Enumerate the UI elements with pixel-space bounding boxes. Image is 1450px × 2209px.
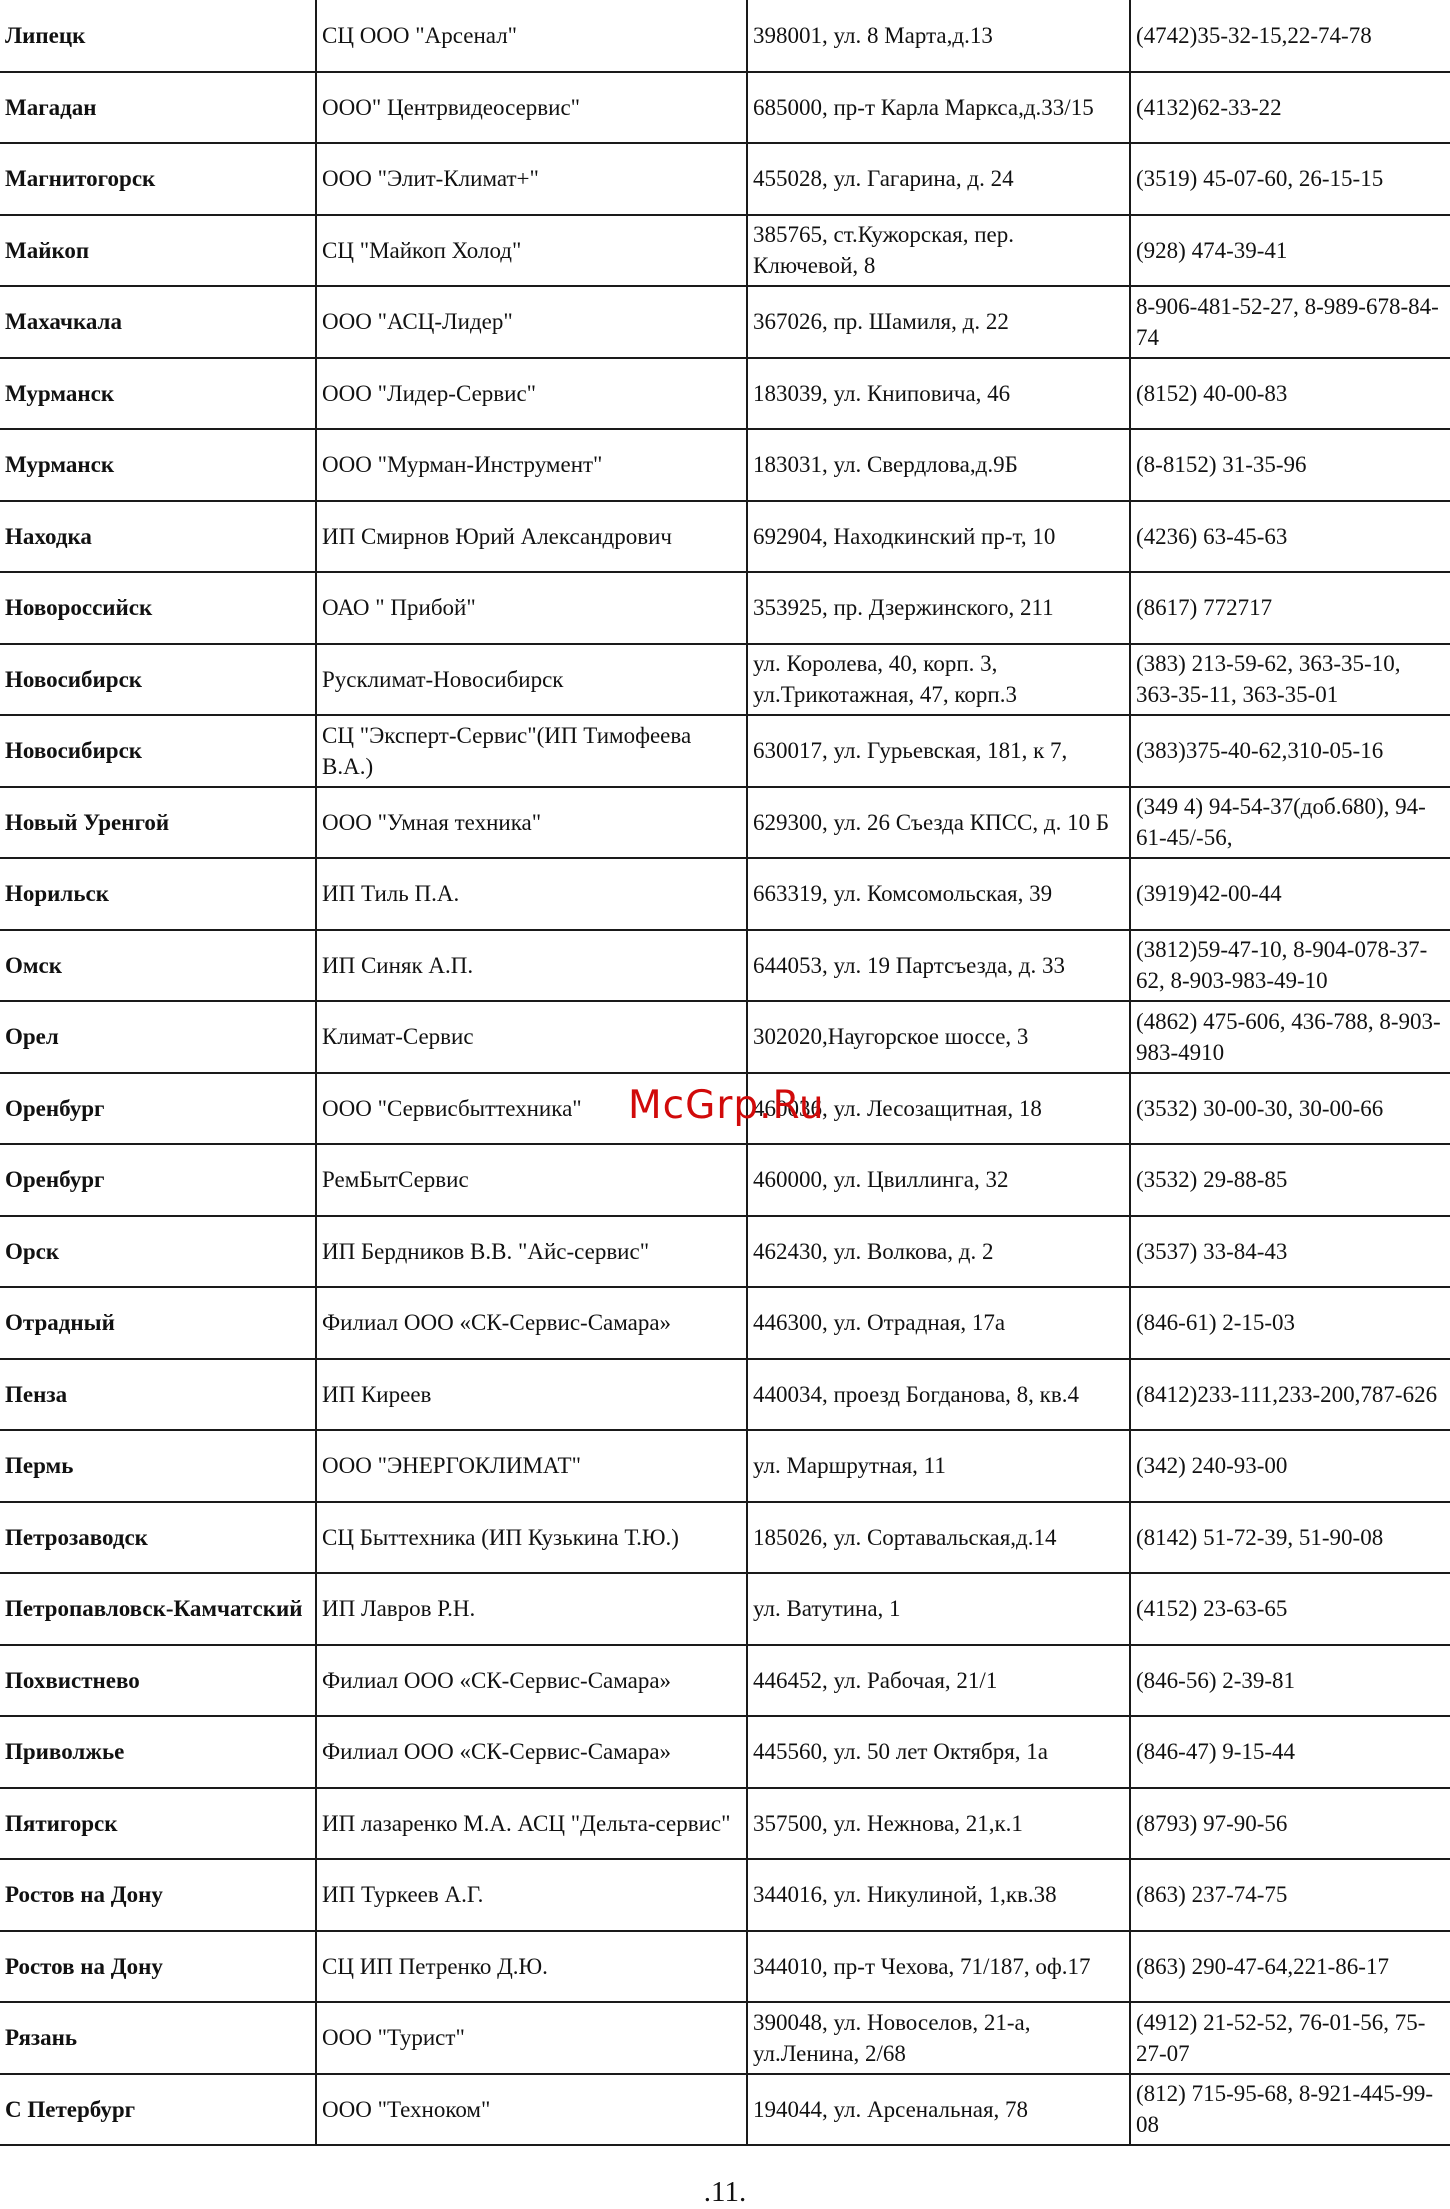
cell-company: ИП Лавров Р.Н. — [316, 1573, 747, 1645]
cell-phone: (846-56) 2-39-81 — [1130, 1645, 1450, 1717]
table-row — [0, 1073, 1450, 1145]
cell-address: 663319, ул. Комсомольская, 39 — [747, 858, 1130, 930]
cell-address: 440034, проезд Богданова, 8, кв.4 — [747, 1359, 1130, 1431]
table-row — [0, 429, 1450, 501]
table-row — [0, 1859, 1450, 1931]
table-row — [0, 858, 1450, 930]
cell-city: Находка — [0, 501, 316, 573]
table-row — [0, 358, 1450, 430]
table-row — [0, 715, 1450, 787]
cell-phone: (342) 240-93-00 — [1130, 1430, 1450, 1502]
cell-phone: (3537) 33-84-43 — [1130, 1216, 1450, 1288]
cell-company: ОАО " Прибой" — [316, 572, 747, 644]
cell-company: СЦ ИП Петренко Д.Ю. — [316, 1931, 747, 2003]
table-row — [0, 1645, 1450, 1717]
cell-company: ООО "Лидер-Сервис" — [316, 358, 747, 430]
cell-address: 398001, ул. 8 Марта,д.13 — [747, 0, 1130, 72]
table-row — [0, 143, 1450, 215]
cell-phone: (928) 474-39-41 — [1130, 215, 1450, 287]
cell-city: Отрадный — [0, 1287, 316, 1359]
cell-phone: (8142) 51-72-39, 51-90-08 — [1130, 1502, 1450, 1574]
table-row — [0, 72, 1450, 144]
cell-phone: (3812)59-47-10, 8-904-078-37-62, 8-903-983-49-10 — [1130, 930, 1450, 1002]
cell-phone: (846-47) 9-15-44 — [1130, 1716, 1450, 1788]
cell-company: ООО" Центрвидеосервис" — [316, 72, 747, 144]
cell-address: 629300, ул. 26 Съезда КПСС, д. 10 Б — [747, 787, 1130, 859]
cell-city: Магадан — [0, 72, 316, 144]
page-number: .11. — [703, 2176, 747, 2208]
cell-address: 692904, Находкинский пр-т, 10 — [747, 501, 1130, 573]
table-row — [0, 0, 1450, 72]
cell-city: Новосибирск — [0, 715, 316, 787]
cell-company: СЦ ООО "Арсенал" — [316, 0, 747, 72]
cell-address: 460036, ул. Лесозащитная, 18 — [747, 1073, 1130, 1145]
cell-address: 183031, ул. Свердлова,д.9Б — [747, 429, 1130, 501]
cell-city: Петрозаводск — [0, 1502, 316, 1574]
table-row — [0, 1359, 1450, 1431]
cell-city: Орел — [0, 1001, 316, 1073]
table-row — [0, 1502, 1450, 1574]
cell-city: Махачкала — [0, 286, 316, 358]
cell-address: 390048, ул. Новоселов, 21-а, ул.Ленина, 2/68 — [747, 2002, 1130, 2074]
watermark: McGrp.Ru — [628, 1083, 825, 1128]
cell-company: ООО "Мурман-Инструмент" — [316, 429, 747, 501]
cell-city: Оренбург — [0, 1073, 316, 1145]
cell-company: ООО "Сервисбыттехника" — [316, 1073, 747, 1145]
cell-phone: (383) 213-59-62, 363-35-10, 363-35-11, 363-35-01 — [1130, 644, 1450, 716]
table-row — [0, 1573, 1450, 1645]
table-row — [0, 1144, 1450, 1216]
cell-company: Русклимат-Новосибирск — [316, 644, 747, 716]
cell-city: Оренбург — [0, 1144, 316, 1216]
cell-company: ИП Синяк А.П. — [316, 930, 747, 1002]
cell-phone: 8-906-481-52-27, 8-989-678-84-74 — [1130, 286, 1450, 358]
cell-address: 344016, ул. Никулиной, 1,кв.38 — [747, 1859, 1130, 1931]
table-row — [0, 1430, 1450, 1502]
cell-company: ООО "Умная техника" — [316, 787, 747, 859]
cell-city: С Петербург — [0, 2074, 316, 2146]
cell-city: Похвистнево — [0, 1645, 316, 1717]
cell-address: 644053, ул. 19 Партсъезда, д. 33 — [747, 930, 1130, 1002]
cell-address: 685000, пр-т Карла Маркса,д.33/15 — [747, 72, 1130, 144]
cell-phone: (8412)233-111,233-200,787-626 — [1130, 1359, 1450, 1431]
table-row — [0, 2002, 1450, 2074]
cell-phone: (3532) 30-00-30, 30-00-66 — [1130, 1073, 1450, 1145]
cell-company: ИП Тиль П.А. — [316, 858, 747, 930]
cell-phone: (4742)35-32-15,22-74-78 — [1130, 0, 1450, 72]
cell-city: Пермь — [0, 1430, 316, 1502]
cell-city: Ростов на Дону — [0, 1931, 316, 2003]
cell-company: РемБытСервис — [316, 1144, 747, 1216]
cell-company: ИП Туркеев А.Г. — [316, 1859, 747, 1931]
cell-address: 630017, ул. Гурьевская, 181, к 7, — [747, 715, 1130, 787]
cell-address: 357500, ул. Нежнова, 21,к.1 — [747, 1788, 1130, 1860]
table-row — [0, 1287, 1450, 1359]
table-row — [0, 1716, 1450, 1788]
cell-address: ул. Королева, 40, корп. 3, ул.Трикотажная, 47, корп.3 — [747, 644, 1130, 716]
cell-phone: (812) 715-95-68, 8-921-445-99-08 — [1130, 2074, 1450, 2146]
cell-address: 462430, ул. Волкова, д. 2 — [747, 1216, 1130, 1288]
table-row — [0, 1931, 1450, 2003]
cell-city: Майкоп — [0, 215, 316, 287]
cell-city: Магнитогорск — [0, 143, 316, 215]
cell-city: Норильск — [0, 858, 316, 930]
cell-company: ИП Смирнов Юрий Александрович — [316, 501, 747, 573]
cell-address: ул. Ватутина, 1 — [747, 1573, 1130, 1645]
cell-company: ООО "Техноком" — [316, 2074, 747, 2146]
table-row — [0, 286, 1450, 358]
cell-company: Филиал ООО «СК-Сервис-Самара» — [316, 1645, 747, 1717]
cell-address: 385765, ст.Кужорская, пер. Ключевой, 8 — [747, 215, 1130, 287]
cell-company: ООО "АСЦ-Лидер" — [316, 286, 747, 358]
cell-company: СЦ Быттехника (ИП Кузькина Т.Ю.) — [316, 1502, 747, 1574]
cell-city: Рязань — [0, 2002, 316, 2074]
cell-address: 445560, ул. 50 лет Октября, 1а — [747, 1716, 1130, 1788]
cell-address: 460000, ул. Цвиллинга, 32 — [747, 1144, 1130, 1216]
table-row — [0, 1788, 1450, 1860]
cell-phone: (4912) 21-52-52, 76-01-56, 75-27-07 — [1130, 2002, 1450, 2074]
cell-company: ООО "Элит-Климат+" — [316, 143, 747, 215]
cell-phone: (863) 237-74-75 — [1130, 1859, 1450, 1931]
cell-address: 302020,Наугорское шоссе, 3 — [747, 1001, 1130, 1073]
cell-city: Петропавловск-Камчатский — [0, 1573, 316, 1645]
table-row — [0, 572, 1450, 644]
cell-address: 446300, ул. Отрадная, 17а — [747, 1287, 1130, 1359]
cell-address: 194044, ул. Арсенальная, 78 — [747, 2074, 1130, 2146]
table-row — [0, 501, 1450, 573]
cell-company: СЦ "Майкоп Холод" — [316, 215, 747, 287]
table-row — [0, 1216, 1450, 1288]
cell-company: Филиал ООО «СК-Сервис-Самара» — [316, 1287, 747, 1359]
cell-city: Омск — [0, 930, 316, 1002]
cell-city: Орск — [0, 1216, 316, 1288]
cell-phone: (4152) 23-63-65 — [1130, 1573, 1450, 1645]
cell-address: 353925, пр. Дзержинского, 211 — [747, 572, 1130, 644]
cell-city: Новосибирск — [0, 644, 316, 716]
cell-address: 367026, пр. Шамиля, д. 22 — [747, 286, 1130, 358]
cell-phone: (8617) 772717 — [1130, 572, 1450, 644]
cell-city: Новый Уренгой — [0, 787, 316, 859]
cell-company: ИП Киреев — [316, 1359, 747, 1431]
cell-phone: (3919)42-00-44 — [1130, 858, 1450, 930]
cell-company: ИП Бердников В.В. "Айс-сервис" — [316, 1216, 747, 1288]
cell-phone: (383)375-40-62,310-05-16 — [1130, 715, 1450, 787]
cell-phone: (4132)62-33-22 — [1130, 72, 1450, 144]
table-row — [0, 787, 1450, 859]
cell-phone: (4236) 63-45-63 — [1130, 501, 1450, 573]
cell-city: Пятигорск — [0, 1788, 316, 1860]
cell-city: Мурманск — [0, 358, 316, 430]
cell-phone: (3532) 29-88-85 — [1130, 1144, 1450, 1216]
table-row — [0, 1001, 1450, 1073]
cell-phone: (863) 290-47-64,221-86-17 — [1130, 1931, 1450, 2003]
cell-city: Пенза — [0, 1359, 316, 1431]
table-row — [0, 215, 1450, 287]
cell-phone: (8-8152) 31-35-96 — [1130, 429, 1450, 501]
cell-company: СЦ "Эксперт-Сервис"(ИП Тимофеева В.А.) — [316, 715, 747, 787]
table-row — [0, 2074, 1450, 2146]
cell-phone: (4862) 475-606, 436-788, 8-903-983-4910 — [1130, 1001, 1450, 1073]
cell-city: Новороссийск — [0, 572, 316, 644]
cell-city: Ростов на Дону — [0, 1859, 316, 1931]
cell-address: 183039, ул. Книповича, 46 — [747, 358, 1130, 430]
cell-phone: (349 4) 94-54-37(доб.680), 94-61-45/-56, — [1130, 787, 1450, 859]
cell-city: Мурманск — [0, 429, 316, 501]
cell-company: Филиал ООО «СК-Сервис-Самара» — [316, 1716, 747, 1788]
cell-address: 344010, пр-т Чехова, 71/187, оф.17 — [747, 1931, 1130, 2003]
cell-city: Приволжье — [0, 1716, 316, 1788]
cell-company: ИП лазаренко М.А. АСЦ "Дельта-сервис" — [316, 1788, 747, 1860]
cell-address: ул. Маршрутная, 11 — [747, 1430, 1130, 1502]
cell-company: Климат-Сервис — [316, 1001, 747, 1073]
cell-phone: (8152) 40-00-83 — [1130, 358, 1450, 430]
cell-phone: (3519) 45-07-60, 26-15-15 — [1130, 143, 1450, 215]
table-row — [0, 930, 1450, 1002]
cell-address: 446452, ул. Рабочая, 21/1 — [747, 1645, 1130, 1717]
cell-address: 185026, ул. Сортавальская,д.14 — [747, 1502, 1130, 1574]
cell-address: 455028, ул. Гагарина, д. 24 — [747, 143, 1130, 215]
cell-phone: (8793) 97-90-56 — [1130, 1788, 1450, 1860]
table-row — [0, 644, 1450, 716]
cell-company: ООО "ЭНЕРГОКЛИМАТ" — [316, 1430, 747, 1502]
cell-city: Липецк — [0, 0, 316, 72]
cell-phone: (846-61) 2-15-03 — [1130, 1287, 1450, 1359]
cell-company: ООО "Турист" — [316, 2002, 747, 2074]
